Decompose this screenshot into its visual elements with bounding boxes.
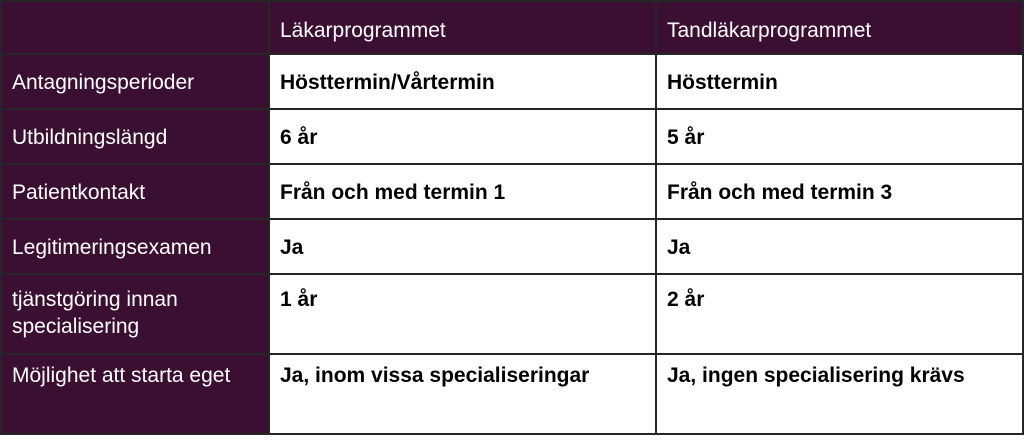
table-row	[1, 354, 1023, 434]
cell-lakar-utbildningslangd: 6 år	[269, 109, 656, 164]
table-row	[1, 274, 1023, 354]
cell-tandlakar-patientkontakt: Från och med termin 3	[656, 164, 1023, 219]
cell-lakar-patientkontakt: Från och med termin 1	[269, 164, 656, 219]
cell-tandlakar-tjanstgoring: 2 år	[656, 274, 1023, 354]
cell-tandlakar-mojlighet-starta-eget: Ja, ingen specialisering krävs	[656, 354, 1023, 434]
table-row	[1, 54, 1023, 109]
table-row	[1, 219, 1023, 274]
cell-lakar-legitimeringsexamen: Ja	[269, 219, 656, 274]
header-corner-cell	[1, 1, 269, 54]
cell-tandlakar-utbildningslangd: 5 år	[656, 109, 1023, 164]
cell-tandlakar-antagningsperioder: Hösttermin	[656, 54, 1023, 109]
header-tandlakarprogrammet: Tandläkarprogrammet	[656, 1, 1023, 54]
row-label-mojlighet-starta-eget: Möjlighet att starta eget	[1, 354, 269, 434]
cell-lakar-antagningsperioder: Hösttermin/Vårtermin	[269, 54, 656, 109]
row-label-legitimeringsexamen: Legitimeringsexamen	[1, 219, 269, 274]
cell-lakar-tjanstgoring: 1 år	[269, 274, 656, 354]
row-label-patientkontakt: Patientkontakt	[1, 164, 269, 219]
header-lakarprogrammet: Läkarprogrammet	[269, 1, 656, 54]
table-header-row	[1, 1, 1023, 54]
cell-tandlakar-legitimeringsexamen: Ja	[656, 219, 1023, 274]
row-label-utbildningslangd: Utbildningslängd	[1, 109, 269, 164]
row-label-antagningsperioder: Antagningsperioder	[1, 54, 269, 109]
row-label-tjanstgoring: tjänstgöring innan specialisering	[1, 274, 269, 354]
table-row	[1, 109, 1023, 164]
cell-lakar-mojlighet-starta-eget: Ja, inom vissa specialiseringar	[269, 354, 656, 434]
table-row	[1, 164, 1023, 219]
